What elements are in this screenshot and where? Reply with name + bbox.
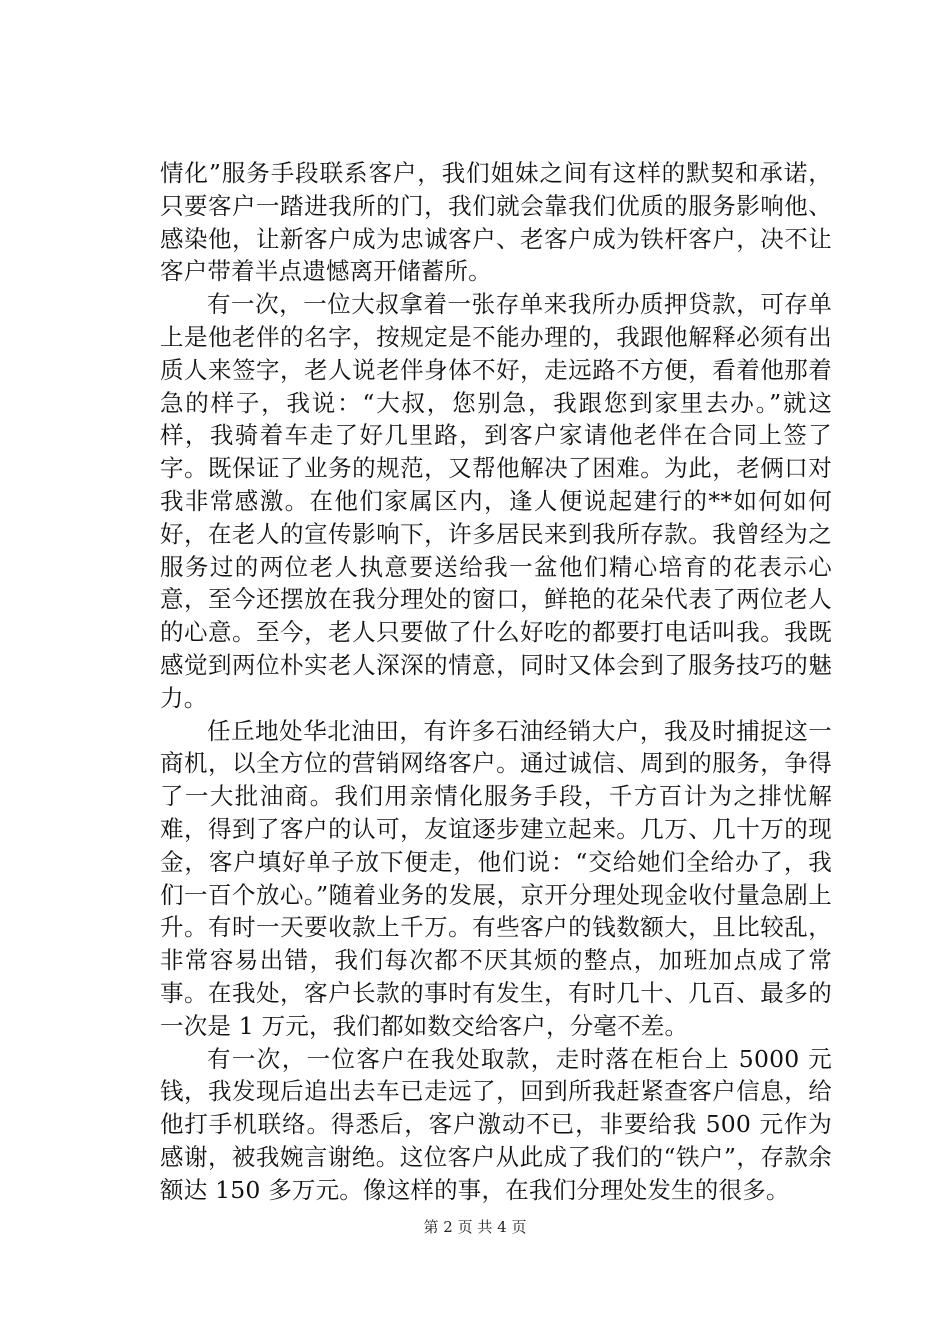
paragraph-1: 情化”服务手段联系客户，我们姐妹之间有这样的默契和承诺，只要客户一踏进我所的门，我们就会靠我们优质的服务影响他、感染他，让新客户成为忠诚客户、老客户成为铁杆客户，决不让客户带着半点遗憾离开储蓄所。 [160,159,832,286]
paragraph-4: 有一次，一位客户在我处取款，走时落在柜台上 5000 元钱，我发现后追出去车已走远了，回到所我赶紧查客户信息，给他打手机联络。得悉后，客户激动不已，非要给我 500 元作为感谢，被我婉言谢绝。这位客户从此成了我们的“铁户”，存款余额达 150 多万元。像这样的事，在我们分理处发生的很多。 [160,1044,832,1204]
document-body [160,157,832,1207]
paragraph-3: 任丘地处华北油田，有许多石油经销大户，我及时捕捉这一商机，以全方位的营销网络客户。通过诚信、周到的服务，争得了一大批油商。我们用亲情化服务手段，千方百计为之排忧解难，得到了客户的认可，友谊逐步建立起来。几万、几十万的现金，客户填好单子放下便走，他们说：“交给她们全给办了，我们一百个放心。”随着业务的发展，京开分理处现金收付量急剧上升。有时一天要收款上千万。有些客户的钱数额大，且比较乱，非常容易出错，我们每次都不厌其烦的整点，加班加点成了常事。在我处，客户长款的事时有发生，有时几十、几百、最多的一次是 1 万元，我们都如数交给客户，分毫不差。 [160,716,832,1040]
paragraph-2: 有一次，一位大叔拿着一张存单来我所办质押贷款，可存单上是他老伴的名字，按规定是不能办理的，我跟他解释必须有出质人来签字，老人说老伴身体不好，走远路不方便，看着他那着急的样子，我说：“大叔，您别急，我跟您到家里去办。”就这样，我骑着车走了好几里路，到客户家请他老伴在合同上签了字。既保证了业务的规范，又帮他解决了困难。为此，老俩口对我非常感激。在他们家属区内，逢人便说起建行的**如何如何好，在老人的宣传影响下，许多居民来到我所存款。我曾经为之服务过的两位老人执意要送给我一盆他们精心培育的花表示心意，至今还摆放在我分理处的窗口，鲜艳的花朵代表了两位老人的心意。至今，老人只要做了什么好吃的都要打电话叫我。我既感觉到两位朴实老人深深的情意，同时又体会到了服务技巧的魅力。 [160,290,832,712]
page-number-footer: 第 2 页 共 4 页 [423,1218,527,1236]
